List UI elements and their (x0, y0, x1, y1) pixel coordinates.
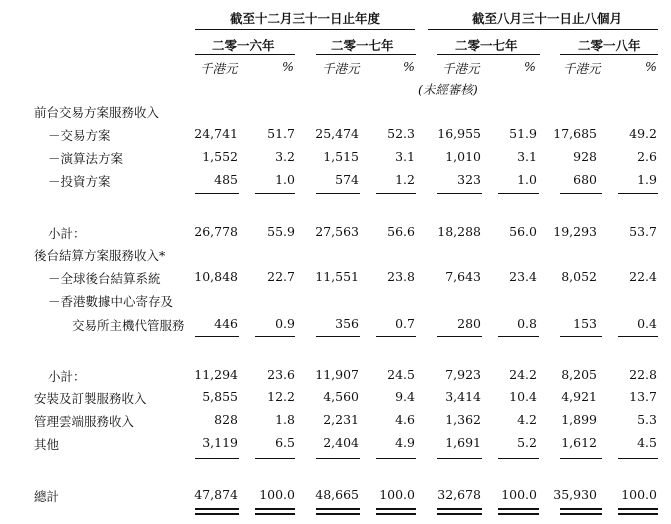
value-cell: 2.6 (637, 149, 657, 164)
value-cell: 51.7 (267, 126, 295, 141)
value-cell: 17,685 (553, 126, 597, 141)
row-label-algorithmic: －演算法方案 (48, 151, 124, 166)
value-cell: 23.8 (387, 269, 415, 284)
subtotal-rule (376, 336, 416, 337)
value-cell: 4,921 (561, 389, 597, 404)
value-cell: 0.7 (395, 316, 415, 331)
total-double-rule (618, 513, 658, 515)
value-cell: 24.5 (387, 367, 415, 382)
value-cell: 48,665 (315, 487, 359, 502)
subtotal-rule (498, 193, 539, 194)
value-cell: 3.1 (517, 149, 537, 164)
value-cell: 1,612 (561, 435, 597, 450)
total-top-rule (560, 458, 602, 459)
value-cell: 100.0 (621, 487, 657, 502)
subtotal-rule (316, 193, 360, 194)
unit-pct-2017-eight-months: % (524, 59, 536, 74)
value-cell: 24,741 (194, 126, 238, 141)
total-double-rule (618, 508, 658, 510)
total-top-rule (618, 458, 658, 459)
value-cell: 55.9 (267, 224, 295, 239)
value-cell: 4.2 (517, 412, 537, 427)
value-cell: 11,907 (315, 367, 359, 382)
row-label-cloud: 管理雲端服務收入 (34, 414, 135, 429)
value-cell: 446 (214, 316, 238, 331)
period-header-eight-months: 截至八月三十一日止八個月 (472, 11, 623, 26)
year-header-2017: 二零一七年 (331, 38, 394, 53)
value-cell: 11,551 (315, 269, 359, 284)
value-cell: 680 (573, 172, 597, 187)
unaudited-note: (未經審核) (418, 82, 478, 97)
subtotal-rule (195, 193, 239, 194)
value-cell: 47,874 (194, 487, 238, 502)
section-back-office: 後台結算方案服務收入* (34, 248, 166, 263)
subtotal-rule (560, 336, 602, 337)
row-label-installation: 安裝及訂製服務收入 (34, 391, 147, 406)
total-double-rule (195, 513, 239, 515)
row-label-hk-datacenter-line2: 交易所主機代管服務 (72, 318, 185, 333)
value-cell: 1,362 (445, 412, 481, 427)
value-cell: 2,404 (323, 435, 359, 450)
total-top-rule (255, 458, 295, 459)
row-label-total: 總計 (34, 489, 60, 504)
value-cell: 100.0 (259, 487, 295, 502)
value-cell: 1,010 (445, 149, 481, 164)
value-cell: 3.2 (275, 149, 295, 164)
total-double-rule (560, 513, 602, 515)
value-cell: 7,923 (445, 367, 481, 382)
value-cell: 5,855 (202, 389, 238, 404)
value-cell: 4.9 (395, 435, 415, 450)
year-header-2016: 二零一六年 (212, 38, 275, 53)
value-cell: 53.7 (629, 224, 657, 239)
total-top-rule (316, 458, 360, 459)
total-double-rule (498, 513, 539, 515)
year-underline-2018-eight-months (560, 54, 658, 55)
value-cell: 1,691 (445, 435, 481, 450)
total-double-rule (437, 513, 482, 515)
subtotal-rule (316, 336, 360, 337)
value-cell: 23.4 (509, 269, 537, 284)
row-label-trading: －交易方案 (48, 128, 111, 143)
value-cell: 25,474 (315, 126, 359, 141)
value-cell: 22.7 (267, 269, 295, 284)
value-cell: 828 (214, 412, 238, 427)
value-cell: 22.8 (629, 367, 657, 382)
unit-pct-2016: % (282, 59, 294, 74)
value-cell: 13.7 (629, 389, 657, 404)
total-double-rule (437, 508, 482, 510)
value-cell: 52.3 (387, 126, 415, 141)
value-cell: 280 (457, 316, 481, 331)
value-cell: 16,955 (437, 126, 481, 141)
value-cell: 100.0 (379, 487, 415, 502)
value-cell: 4.6 (395, 412, 415, 427)
value-cell: 1.2 (395, 172, 415, 187)
value-cell: 928 (573, 149, 597, 164)
value-cell: 4.5 (637, 435, 657, 450)
value-cell: 356 (335, 316, 359, 331)
year-header-2017-eight-months: 二零一七年 (455, 38, 518, 53)
value-cell: 22.4 (629, 269, 657, 284)
subtotal-rule (376, 193, 416, 194)
row-label-global-settlement: －全球後台結算系統 (48, 271, 161, 286)
value-cell: 56.6 (387, 224, 415, 239)
value-cell: 1.0 (517, 172, 537, 187)
value-cell: 19,293 (553, 224, 597, 239)
period-underline-full-year (195, 29, 415, 30)
value-cell: 8,205 (561, 367, 597, 382)
row-label-hk-datacenter: －香港數據中心寄存及 (48, 294, 174, 309)
row-label-others: 其他 (34, 437, 60, 452)
year-underline-2017 (316, 54, 416, 55)
unit-hkd-2016: 千港元 (200, 61, 238, 76)
value-cell: 26,778 (194, 224, 238, 239)
total-double-rule (376, 513, 416, 515)
value-cell: 3,119 (202, 435, 238, 450)
value-cell: 18,288 (437, 224, 481, 239)
value-cell: 4,560 (323, 389, 359, 404)
row-label-subtotal-back: 小計： (48, 369, 86, 384)
total-double-rule (255, 513, 295, 515)
value-cell: 8,052 (561, 269, 597, 284)
total-double-rule (195, 508, 239, 510)
value-cell: 10.4 (509, 389, 537, 404)
total-double-rule (255, 508, 295, 510)
unit-pct-2018-eight-months: % (645, 59, 657, 74)
value-cell: 153 (573, 316, 597, 331)
value-cell: 11,294 (194, 367, 238, 382)
total-double-rule (560, 508, 602, 510)
value-cell: 12.2 (267, 389, 295, 404)
value-cell: 0.9 (275, 316, 295, 331)
value-cell: 0.4 (637, 316, 657, 331)
row-label-subtotal-front: 小計： (48, 226, 86, 241)
subtotal-rule (437, 193, 482, 194)
period-header-full-year: 截至十二月三十一日止年度 (230, 11, 381, 26)
total-double-rule (316, 508, 360, 510)
section-front-office: 前台交易方案服務收入 (34, 105, 160, 120)
total-double-rule (376, 508, 416, 510)
value-cell: 51.9 (509, 126, 537, 141)
subtotal-rule (498, 336, 539, 337)
year-header-2018-eight-months: 二零一八年 (578, 38, 641, 53)
value-cell: 56.0 (509, 224, 537, 239)
value-cell: 100.0 (501, 487, 537, 502)
subtotal-rule (437, 336, 482, 337)
value-cell: 1.0 (275, 172, 295, 187)
value-cell: 5.3 (637, 412, 657, 427)
unit-hkd-2018-eight-months: 千港元 (563, 61, 601, 76)
value-cell: 32,678 (437, 487, 481, 502)
value-cell: 1,515 (323, 149, 359, 164)
subtotal-rule (560, 193, 602, 194)
value-cell: 1,899 (561, 412, 597, 427)
total-top-rule (437, 458, 482, 459)
value-cell: 1.9 (637, 172, 657, 187)
value-cell: 574 (335, 172, 359, 187)
year-underline-2016 (195, 54, 295, 55)
value-cell: 27,563 (315, 224, 359, 239)
value-cell: 3.1 (395, 149, 415, 164)
subtotal-rule (195, 336, 239, 337)
value-cell: 1.8 (275, 412, 295, 427)
value-cell: 485 (214, 172, 238, 187)
total-double-rule (316, 513, 360, 515)
total-double-rule (498, 508, 539, 510)
value-cell: 49.2 (629, 126, 657, 141)
value-cell: 9.4 (395, 389, 415, 404)
unit-hkd-2017: 千港元 (322, 61, 360, 76)
unit-pct-2017: % (403, 59, 415, 74)
value-cell: 24.2 (509, 367, 537, 382)
value-cell: 0.8 (517, 316, 537, 331)
value-cell: 5.2 (517, 435, 537, 450)
total-top-rule (498, 458, 539, 459)
subtotal-rule (255, 336, 295, 337)
value-cell: 323 (457, 172, 481, 187)
value-cell: 7,643 (445, 269, 481, 284)
value-cell: 23.6 (267, 367, 295, 382)
value-cell: 10,848 (194, 269, 238, 284)
year-underline-2017-eight-months (437, 54, 540, 55)
value-cell: 2,231 (323, 412, 359, 427)
row-label-investment: －投資方案 (48, 174, 111, 189)
subtotal-rule (255, 193, 295, 194)
value-cell: 3,414 (445, 389, 481, 404)
subtotal-rule (618, 193, 658, 194)
period-underline-eight-months (428, 29, 658, 30)
value-cell: 1,552 (202, 149, 238, 164)
total-top-rule (376, 458, 416, 459)
value-cell: 35,930 (553, 487, 597, 502)
value-cell: 6.5 (275, 435, 295, 450)
unit-hkd-2017-eight-months: 千港元 (442, 61, 480, 76)
total-top-rule (195, 458, 239, 459)
subtotal-rule (618, 336, 658, 337)
